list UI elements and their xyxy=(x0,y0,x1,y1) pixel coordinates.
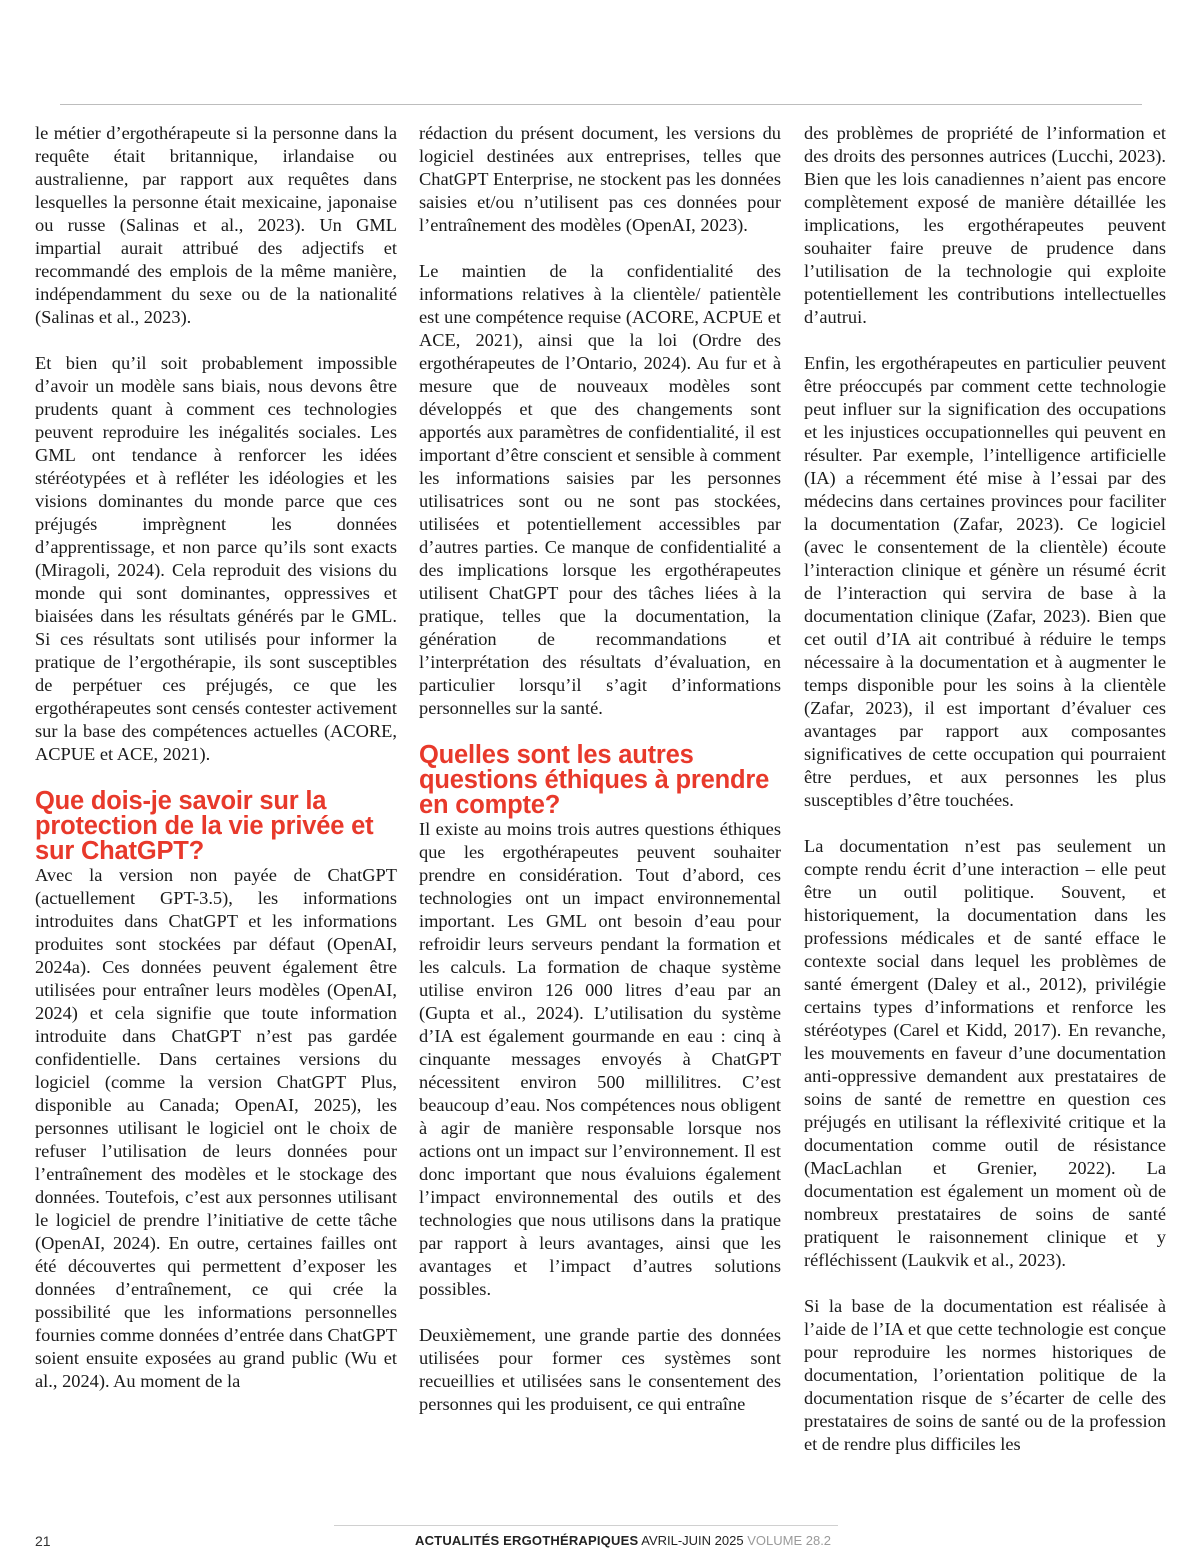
body-paragraph: Deuxièmement, une grande partie des données utilisées pour former ces systèmes sont recueillies et utilisées sans le consentement des personnes qui les produisent, ce qui entraîne xyxy=(419,1325,781,1414)
body-paragraph: Et bien qu’il soit probablement impossible d’avoir un modèle sans biais, nous devons être prudents quant à comment ces technologies peuvent reproduire les inégalités sociales. Les GML ont tendance à renforcer les idées stéréotypées et à refléter les idéologies et les visions dominantes du monde parce que ces préjugés imprègnent les données d’apprentissage, et non parce qu’ils sont exacts (Miragoli, 2024). Cela reproduit des visions du monde qui sont dominantes, oppressives et biaisées dans les résultats générés par le GML. Si ces résultats sont utilisés pour informer la pratique de l’ergothérapie, ils sont susceptibles de perpétuer ces préjugés, ce que les ergothérapeutes sont censés contester activement sur la base des compétences actuelles (ACORE, ACPUE et ACE, 2021). xyxy=(35,353,397,764)
body-paragraph: La documentation n’est pas seulement un compte rendu écrit d’une interaction – elle peut être un outil politique. Souvent, et historiquement, la documentation dans les professions médicales et de santé efface le contexte social dans lequel les problèmes de santé émergent (Daley et al., 2012), privilégie certains types d’informations et renforce les stéréotypes (Carel et Kidd, 2017). En revanche, les mouvements en faveur d’une documentation anti-oppressive demandent aux prestataires de soins de santé de remettre en question ces préjugés en utilisant la réflexivité critique et la documentation comme outil de résistance (MacLachlan et Grenier, 2022). La documentation est également un moment où de nombreux prestataires de soins de santé pratiquent le raisonnement clinique et y réfléchissent (Laukvik et al., 2023). xyxy=(804,836,1166,1270)
body-paragraph: le métier d’ergothérapeute si la personne dans la requête était britannique, irlandaise ou australienne, par rapport aux requêtes dans lesquelles la personne était mexicaine, japonaise ou russe (Salinas et al., 2023). Un GML impartial aurait attribué des adjectifs et recommandé des emplois de la même manière, indépendamment du sexe ou de la nationalité (Salinas et al., 2023). xyxy=(35,123,397,327)
body-paragraph: Le maintien de la confidentialité des informations relatives à la clientèle/ patientèle est une compétence requise (ACORE, ACPUE et ACE, 2021), ainsi que la loi (Ordre des ergothérapeutes de l’Ontario, 2024). Au fur et à mesure que de nouveaux modèles sont développés et que des changements sont apportés aux paramètres de confidentialité, il est important d’être conscient et sensible à comment les informations saisies par les personnes utilisatrices sont ou ne sont pas stockées, utilisées et potentiellement accessibles par d’autres parties. Ce manque de confidentialité a des implications lorsque les ergothérapeutes utilisent ChatGPT pour des tâches liées à la pratique, telles que la documentation, la génération de recommandations et l’interprétation des résultats d’évaluation, en particulier lorsqu’il s’agit d’informations personnelles sur la santé. xyxy=(419,261,781,718)
column-3 xyxy=(804,122,1166,1482)
footer-rule xyxy=(334,1525,838,1526)
volume-label: VOLUME 28.2 xyxy=(747,1533,832,1548)
body-paragraph: Si la base de la documentation est réalisée à l’aide de l’IA et que cette technologie est conçue pour reproduire les normes historiques de documentation, l’orientation politique de la documentation risque de s’écarter de celle des prestataires de soins de santé ou de la profession et de rendre plus difficiles les xyxy=(804,1296,1166,1454)
body-paragraph: des problèmes de propriété de l’information et des droits des personnes autrices (Lucchi, 2023). Bien que les lois canadiennes n’aient pas encore complètement exposé de manière détaillée les implications, les ergothérapeutes peuvent souhaiter faire preuve de prudence dans l’utilisation de la technologie qui exploite potentiellement les contributions intellectuelles d’autrui. xyxy=(804,123,1166,327)
section-heading: Quelles sont les autres questions éthiques à prendre en compte? xyxy=(419,741,770,819)
issue-date: AVRIL-JUIN 2025 xyxy=(641,1533,744,1548)
footer-publication-line xyxy=(415,1533,831,1548)
column-1 xyxy=(35,122,397,1482)
top-rule xyxy=(60,104,1142,105)
page-number: 21 xyxy=(35,1533,51,1549)
body-paragraph: Avec la version non payée de ChatGPT (actuellement GPT-3.5), les informations introduites dans ChatGPT et les informations produites sont stockées par défaut (OpenAI, 2024a). Ces données peuvent également être utilisées pour entraîner leurs modèles (OpenAI, 2024) et cela signifie que toute information introduite dans ChatGPT n’est pas gardée confidentielle. Dans certaines versions du logiciel (comme la version ChatGPT Plus, disponible au Canada; OpenAI, 2025), les personnes utilisant le logiciel ont le choix de refuser l’utilisation de leurs données pour l’entraînement des modèles et le stockage des données. Toutefois, c’est aux personnes utilisant le logiciel de prendre l’initiative de cette tâche (OpenAI, 2024). En outre, certaines failles ont été découvertes qui permettent d’exposer les données d’entraînement, ce qui crée la possibilité que les informations personnelles fournies comme données d’entrée dans ChatGPT soient ensuite exposées au grand public (Wu et al., 2024). Au moment de la xyxy=(35,865,397,1391)
body-paragraph: Il existe au moins trois autres questions éthiques que les ergothérapeutes peuvent souhaiter prendre en considération. Tout d’abord, ces technologies ont un impact environnemental important. Les GML ont besoin d’eau pour refroidir leurs serveurs pendant la formation et les calculs. La formation de chaque système utilise environ 126 000 litres d’eau par an (Gupta et al., 2024). L’utilisation du système d’IA est également gourmande en eau : cinq à cinquante messages envoyés à ChatGPT nécessitent environ 500 millilitres. C’est beaucoup d’eau. Nos compétences nous obligent à agir de manière responsable lorsque nos actions ont un impact sur l’environnement. Il est donc important que nous évaluions également l’impact environnemental des outils et des technologies que nous utilisons dans la pratique par rapport à leurs avantages, ainsi que les avantages et l’impact d’autres solutions possibles. xyxy=(419,819,781,1299)
body-paragraph: rédaction du présent document, les versions du logiciel destinées aux entreprises, telles que ChatGPT Enterprise, ne stockent pas les données saisies et/ou n’utilisent pas ces données pour l’entraînement des modèles (OpenAI, 2023). xyxy=(419,123,781,235)
column-2 xyxy=(419,122,781,1482)
publication-title: ACTUALITÉS ERGOTHÉRAPIQUES xyxy=(415,1533,639,1548)
body-paragraph: Enfin, les ergothérapeutes en particulier peuvent être préoccupés par comment cette technologie peut influer sur la signification des occupations et les injustices occupationnelles qui peuvent en résulter. Par exemple, l’intelligence artificielle (IA) a récemment été mise à l’essai par des médecins dans certaines provinces pour faciliter la documentation (Zafar, 2023). Ce logiciel (avec le consentement de la clientèle) écoute l’interaction clinique et génère un résumé écrit de l’interaction qui servira de base à la documentation clinique (Zafar, 2023). Bien que cet outil d’IA ait contribué à réduire le temps nécessaire à la documentation et à augmenter le temps disponible pour les soins à la clientèle (Zafar, 2023), il est important d’évaluer ces avantages par rapport aux composantes significatives de cette occupation qui pourraient être perdues, et aux personnes les plus susceptibles d’être touchées. xyxy=(804,353,1166,810)
section-heading: Que dois-je savoir sur la protection de la vie privée et sur ChatGPT? xyxy=(35,787,374,865)
